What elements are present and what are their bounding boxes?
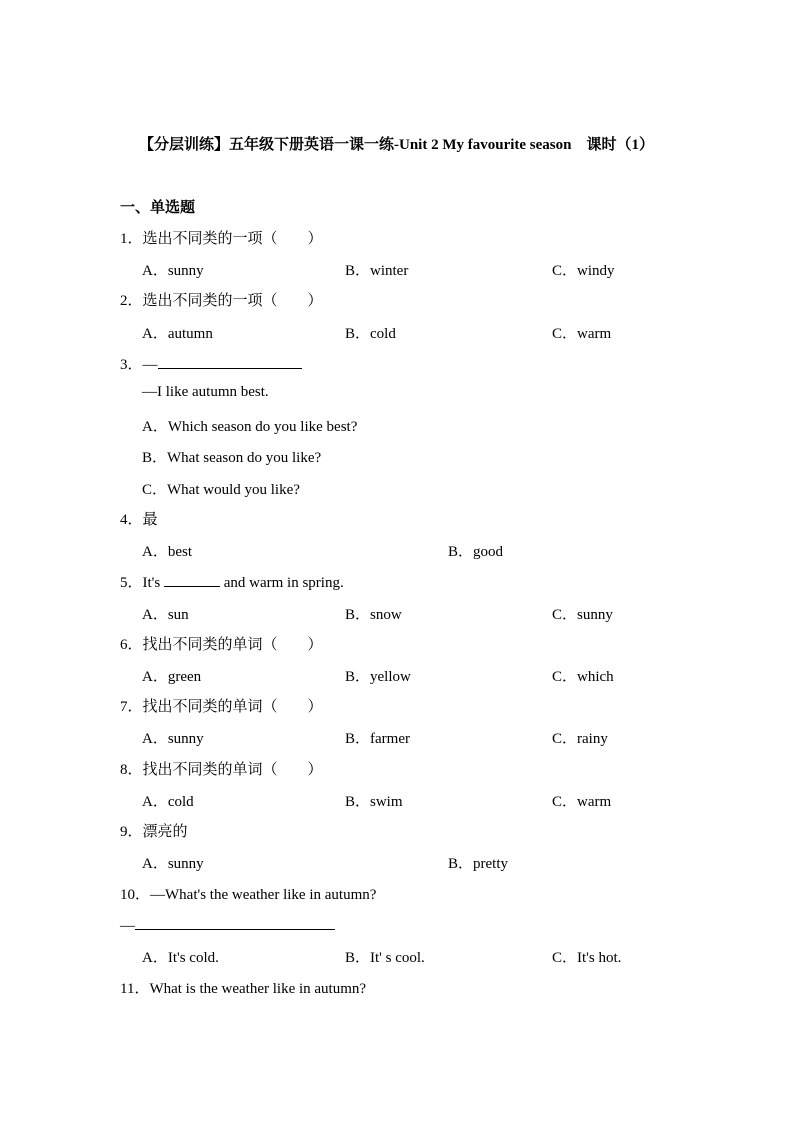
- question-number: 8．: [120, 762, 143, 778]
- option-c[interactable]: C．sunny: [552, 607, 613, 623]
- option-c[interactable]: C．It's hot.: [552, 950, 622, 966]
- question-3: [120, 353, 302, 374]
- question-text: 找出不同类的单词（ ）: [142, 637, 323, 653]
- question-text: 找出不同类的单词（ ）: [142, 699, 323, 715]
- question-number: 9．: [120, 824, 143, 840]
- option-c[interactable]: C．warm: [552, 794, 612, 810]
- question-number: 3．: [120, 357, 143, 373]
- question-8: [120, 758, 323, 779]
- dialogue-reply: —I like autumn best.: [142, 384, 269, 400]
- option-b[interactable]: B．It' s cool.: [345, 950, 425, 966]
- question-text: 选出不同类的一项（ ）: [142, 293, 323, 309]
- option-b[interactable]: B．snow: [345, 607, 402, 623]
- option-a[interactable]: A．It's cold.: [142, 950, 219, 966]
- page-title: 【分层训练】五年级下册英语一课一练-Unit 2 My favourite season 课时（1）: [139, 137, 654, 153]
- question-9: [120, 820, 188, 841]
- question-number: 7．: [120, 699, 143, 715]
- answer-blank[interactable]: [158, 354, 302, 369]
- option-b[interactable]: B．swim: [345, 794, 403, 810]
- option-a[interactable]: A．green: [142, 669, 202, 685]
- question-text: 最: [142, 512, 158, 528]
- answer-blank[interactable]: [135, 915, 335, 930]
- question-number: 11．: [120, 981, 150, 997]
- question-text: 漂亮的: [142, 824, 188, 840]
- question-number: 4．: [120, 512, 143, 528]
- option-b[interactable]: B．cold: [345, 326, 396, 342]
- option-c[interactable]: C．windy: [552, 263, 615, 279]
- question-6: [120, 633, 323, 654]
- option-a[interactable]: A．sunny: [142, 856, 204, 872]
- option-b[interactable]: B．What season do you like?: [142, 450, 322, 466]
- option-a[interactable]: A．sunny: [142, 731, 204, 747]
- question-2: [120, 289, 323, 310]
- option-a[interactable]: A．best: [142, 544, 192, 560]
- question-7: [120, 695, 323, 716]
- option-a[interactable]: A．cold: [142, 794, 194, 810]
- question-text: What is the weather like in autumn?: [149, 981, 367, 997]
- dialogue-reply: [120, 915, 335, 935]
- question-number: 10．: [120, 887, 151, 903]
- option-a[interactable]: A．Which season do you like best?: [142, 419, 358, 435]
- option-b[interactable]: B．pretty: [448, 856, 508, 872]
- answer-blank[interactable]: [164, 572, 220, 587]
- question-text: 找出不同类的单词（ ）: [142, 762, 323, 778]
- option-c[interactable]: C．which: [552, 669, 614, 685]
- option-c[interactable]: C．What would you like?: [142, 482, 300, 498]
- option-b[interactable]: B．winter: [345, 263, 409, 279]
- question-number: 2．: [120, 293, 143, 309]
- question-number: 1．: [120, 231, 143, 247]
- dialogue-dash: —: [120, 918, 135, 934]
- question-10: [120, 883, 376, 904]
- option-c[interactable]: C．warm: [552, 326, 612, 342]
- question-text-post: and warm in spring.: [219, 575, 344, 591]
- option-a[interactable]: A．autumn: [142, 326, 213, 342]
- question-number: 6．: [120, 637, 143, 653]
- question-text: 选出不同类的一项（ ）: [142, 231, 323, 247]
- option-b[interactable]: B．farmer: [345, 731, 410, 747]
- question-text: —What's the weather like in autumn?: [150, 887, 377, 903]
- option-a[interactable]: A．sun: [142, 607, 189, 623]
- option-b[interactable]: B．yellow: [345, 669, 411, 685]
- question-1: [120, 227, 323, 248]
- question-number: 5．: [120, 575, 143, 591]
- question-11: [120, 977, 366, 998]
- option-b[interactable]: B．good: [448, 544, 504, 560]
- question-text: —: [142, 357, 158, 373]
- option-c[interactable]: C．rainy: [552, 731, 608, 747]
- question-5: [120, 571, 344, 592]
- question-text-pre: It's: [142, 575, 164, 591]
- option-a[interactable]: A．sunny: [142, 263, 204, 279]
- question-4: [120, 508, 158, 529]
- section-heading: 一、单选题: [120, 200, 196, 216]
